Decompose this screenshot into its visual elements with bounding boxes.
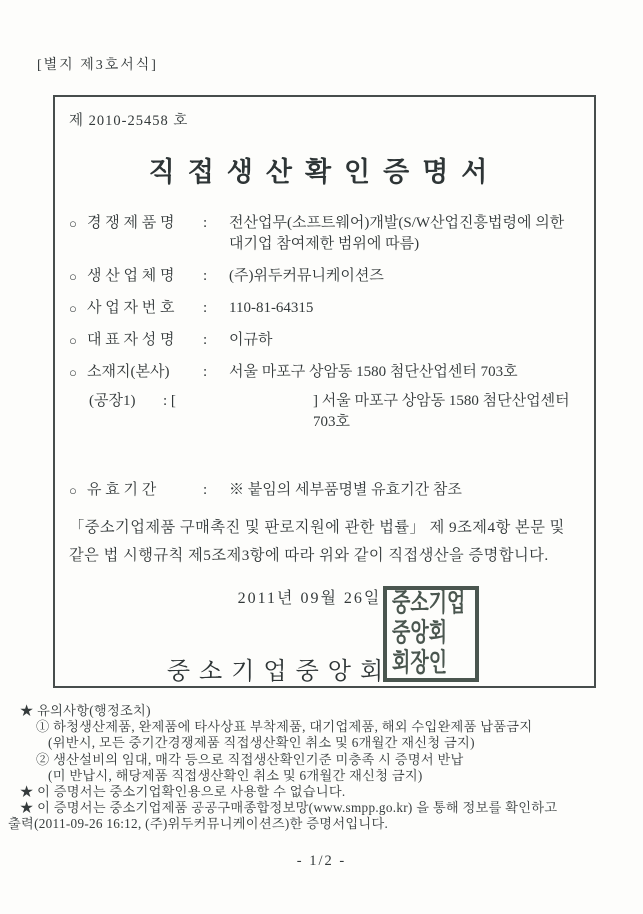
note-line-print-info: 출력(2011-09-26 16:12, (주)위두커뮤니케이션즈)한 증명서입니다. <box>8 816 389 832</box>
field-label-business-number: 사 업 자 번 호 <box>87 300 175 316</box>
seal-text-row1: 중소기업 <box>392 589 466 618</box>
note-line-item2-detail: (미 반납시, 해당제품 직접생산확인 취소 및 6개월간 재신청 금지) <box>48 767 423 783</box>
field-value-factory1: ] 서울 마포구 상암동 1580 첨단산업센터 703호 <box>313 393 570 430</box>
field-label-address-hq: 소재지(본사) <box>87 364 170 380</box>
field-row-address-hq <box>69 362 580 383</box>
field-row-factory1 <box>69 391 580 433</box>
field-row-product-name <box>69 213 580 255</box>
note-line-item1: ① 하청생산제품, 완제품에 타사상표 부착제품, 대기업제품, 해외 수입완제품 납품금지 <box>36 719 533 735</box>
field-value-validity: ※ 붙임의 세부품명별 유효기간 참조 <box>229 482 462 498</box>
field-bullet-icon: ○ <box>69 483 77 498</box>
page-number: - 1/2 - <box>296 853 347 869</box>
field-label-product-name: 경 쟁 제 품 명 <box>87 215 175 231</box>
field-colon: : <box>203 215 208 231</box>
field-bullet-icon: ○ <box>69 365 77 380</box>
field-label-factory1: (공장1) <box>89 393 136 409</box>
field-bullet-icon: ○ <box>69 269 77 284</box>
official-seal-stamp <box>383 586 479 682</box>
field-colon: : <box>203 482 208 498</box>
field-label-representative: 대 표 자 성 명 <box>87 332 175 348</box>
field-row-business-number <box>69 298 580 319</box>
seal-text-row2: 중앙회 <box>392 619 448 648</box>
note-line-verification-site: ★ 이 증명서는 중소기업제품 공공구매종합정보망(www.smpp.go.kr) 을 통해 정보를 확인하고 <box>20 800 558 816</box>
factory-bracket-open: : [ <box>163 393 176 409</box>
field-value-company-name: (주)위두커뮤니케이션즈 <box>229 268 384 284</box>
certificate-box <box>53 95 596 688</box>
issuer-name: 중소기업중앙회 <box>166 659 393 685</box>
field-colon: : <box>203 332 208 348</box>
field-value-representative: 이규하 <box>229 332 273 348</box>
field-row-representative <box>69 330 580 351</box>
note-line-usage-restriction: ★ 이 증명서는 중소기업확인용으로 사용할 수 없습니다. <box>20 784 346 800</box>
field-value-product-name: 전산업무(소프트웨어)개발(S/W산업진흥법령에 의한 대기업 참여제한 범위에 따름) <box>229 215 565 252</box>
issue-date: 2011년 09월 26일 <box>237 590 382 607</box>
field-colon: : <box>203 364 208 380</box>
field-list <box>69 213 580 501</box>
field-bullet-icon: ○ <box>69 301 77 316</box>
legal-statement <box>69 514 580 570</box>
document-number: 제 2010-25458 호 <box>69 113 189 129</box>
field-row-company-name <box>69 266 580 287</box>
field-colon: : <box>203 268 208 284</box>
note-line-caution-header: ★ 유의사항(행정조치) <box>20 703 151 718</box>
field-label-validity: 유 효 기 간 <box>87 482 157 498</box>
form-reference-label: [별지 제3호서식] <box>37 58 158 73</box>
footnotes <box>8 703 636 833</box>
field-label-company-name: 생 산 업 체 명 <box>87 268 175 284</box>
legal-statement-line1: 「중소기업제품 구매촉진 및 판로지원에 관한 법률」 제 9조제4항 본문 및 <box>69 519 565 536</box>
field-bullet-icon: ○ <box>69 333 77 348</box>
note-line-item2: ② 생산설비의 임대, 매각 등으로 직접생산확인기준 미충족 시 증명서 반납 <box>36 751 464 767</box>
field-bullet-icon: ○ <box>69 216 77 231</box>
note-line-item1-detail: (위반시, 모든 중기간경쟁제품 직접생산확인 취소 및 6개월간 재신청 금지) <box>48 735 475 751</box>
field-row-validity <box>69 480 580 501</box>
field-value-business-number: 110-81-64315 <box>229 300 314 316</box>
field-colon: : <box>203 300 208 316</box>
certificate-title: 직접생산확인증명서 <box>148 157 501 187</box>
legal-statement-line2: 같은 법 시행규칙 제5조제3항에 따라 위와 같이 직접생산을 증명합니다. <box>69 547 549 564</box>
field-value-address-hq: 서울 마포구 상암동 1580 첨단산업센터 703호 <box>229 364 518 380</box>
seal-text-row3: 회장인 <box>392 649 448 678</box>
